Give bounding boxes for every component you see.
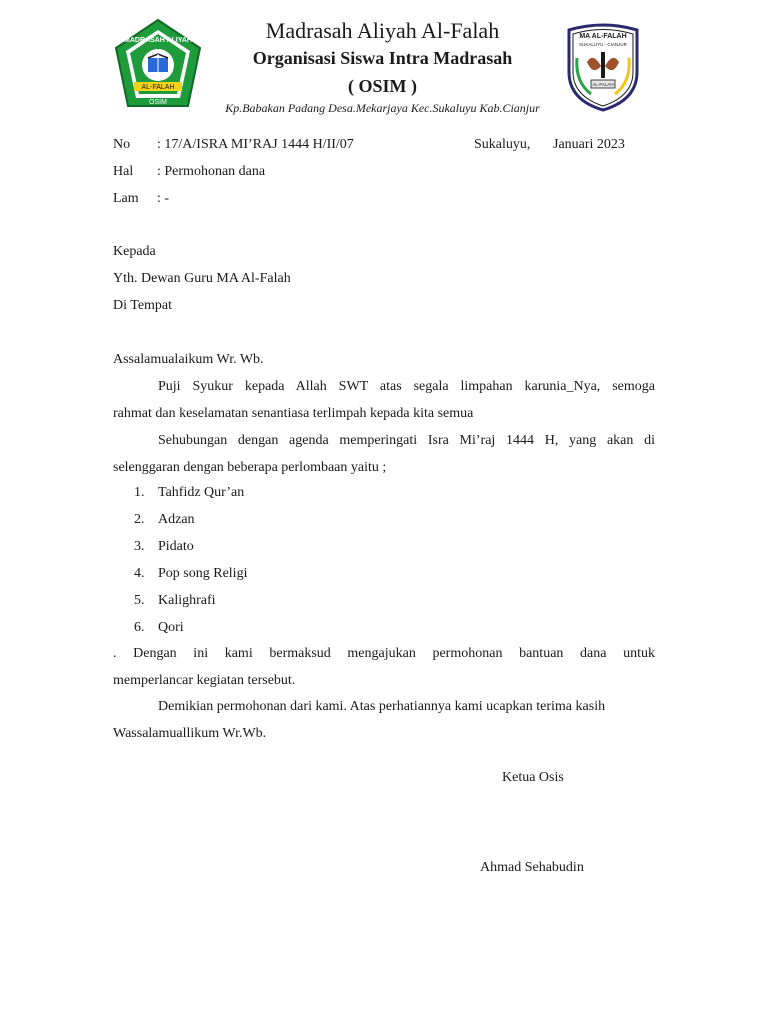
list-item-text: Pidato	[158, 539, 194, 554]
signature-title: Ketua Osis	[502, 770, 564, 785]
list-item-num: 4.	[134, 566, 145, 581]
hal-label: Hal	[113, 164, 134, 179]
no-label: No	[113, 137, 131, 152]
recipient-line-1: Kepada	[113, 244, 156, 259]
list-item-text: Qori	[158, 620, 184, 635]
recipient-line-3: Di Tempat	[113, 298, 173, 313]
logo-left-top-text: MADRASAH ALIYAH	[124, 37, 192, 44]
lam-value: : -	[157, 191, 170, 206]
list-item-num: 5.	[134, 593, 145, 608]
no-value: : 17/A/ISRA MI’RAJ 1444 H/II/07	[157, 137, 354, 152]
list-item-text: Kalighrafi	[158, 593, 216, 608]
closing-salutation: Wassalamuallikum Wr.Wb.	[113, 726, 267, 741]
para1-line2: rahmat dan keselamatan senantiasa terlimpah kepada kita semua	[113, 406, 474, 421]
recipient-line-2: Yth. Dewan Guru MA Al-Falah	[113, 271, 291, 286]
para3-line2: memperlancar kegiatan tersebut.	[113, 673, 296, 688]
list-item-num: 3.	[134, 539, 145, 554]
signature-name: Ahmad Sehabudin	[480, 860, 584, 875]
lam-label: Lam	[113, 191, 139, 206]
logo-right-sub-text: SUKALUYU - CIANJUR	[579, 42, 627, 47]
para2-line2: selenggaran dengan beberapa perlombaan yaitu ;	[113, 460, 387, 475]
logo-left-band-text: AL-FALAH	[141, 84, 175, 91]
hal-value: : Permohonan dana	[157, 164, 266, 179]
para1-line1: Puji Syukur kepada Allah SWT atas segala limpahan karunia_Nya, semoga	[158, 379, 655, 394]
list-item-num: 1.	[134, 485, 145, 500]
para2-line1: Sehubungan dengan agenda memperingati Isra Mi’raj 1444 H, yang akan di	[158, 433, 655, 448]
school-address: Kp.Babakan Padang Desa.Mekarjaya Kec.Sukaluyu Kab.Cianjur	[225, 101, 540, 115]
list-item-text: Tahfidz Qur’an	[158, 485, 245, 500]
greeting: Assalamualaikum Wr. Wb.	[113, 352, 264, 367]
school-name: Madrasah Aliyah Al-Falah	[265, 18, 500, 43]
list-item-text: Pop song Religi	[158, 566, 248, 581]
para4: Demikian permohonan dari kami. Atas perhatiannya kami ucapkan terima kasih	[158, 699, 606, 714]
logo-left-bottom-text: OSIM	[149, 99, 167, 106]
para3-line1: . Dengan ini kami bermaksud mengajukan permohonan bantuan dana untuk	[113, 646, 655, 661]
logo-right-top-text: MA AL-FALAH	[579, 33, 627, 40]
list-item-num: 6.	[134, 620, 145, 635]
list-item-text: Adzan	[158, 512, 195, 527]
letter-place: Sukaluyu,	[474, 137, 531, 152]
madrasah-logo-right	[563, 22, 643, 112]
org-name: Organisasi Siswa Intra Madrasah	[252, 48, 513, 68]
org-abbreviation: ( OSIM )	[348, 76, 417, 96]
madrasah-logo-left	[112, 18, 204, 112]
logo-right-band-text: AL-FALAH	[592, 82, 614, 87]
letter-date: Januari 2023	[553, 137, 625, 152]
list-item-num: 2.	[134, 512, 145, 527]
